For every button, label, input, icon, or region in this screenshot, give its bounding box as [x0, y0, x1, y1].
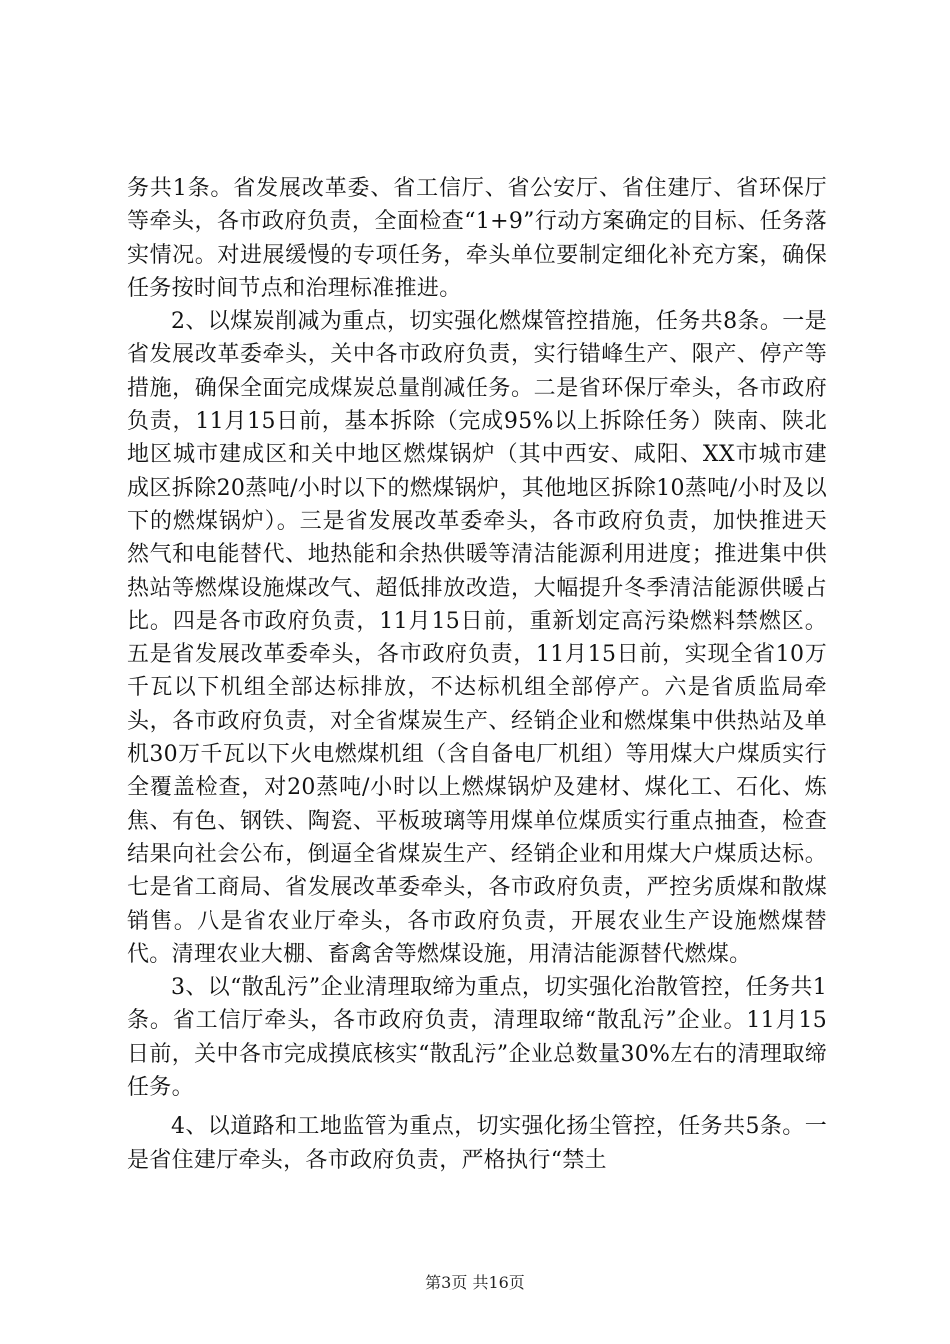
- document-body: [127, 172, 827, 1177]
- paragraph-scattered-enterprises: 3、以“散乱污”企业清理取缔为重点，切实强化治散管控，任务共1条。省工信厅牵头，各市政府负责，清理取缔“散乱污”企业。11月15日前，关中各市完成摸底核实“散乱污”企业总数量30%左右的清理取缔任务。: [127, 975, 827, 1101]
- paragraph-coal-reduction: 2、以煤炭削减为重点，切实强化燃煤管控措施，任务共8条。一是省发展改革委牵头，关中各市政府负责，实行错峰生产、限产、停产等措施，确保全面完成煤炭总量削减任务。二是省环保厅牵头，各市政府负责，11月15日前，基本拆除（完成95%以上拆除任务）陕南、陕北地区城市建成区和关中地区燃煤锅炉（其中西安、咸阳、XX市城市建成区拆除20蒸吨/小时以下的燃煤锅炉，其他地区拆除10蒸吨/小时及以下的燃煤锅炉）。三是省发展改革委牵头，各市政府负责，加快推进天然气和电能替代、地热能和余热供暖等清洁能源利用进度；推进集中供热站等燃煤设施煤改气、超低排放改造，大幅提升冬季清洁能源供暖占比。四是各市政府负责，11月15日前，重新划定高污染燃料禁燃区。五是省发展改革委牵头，各市政府负责，11月15日前，实现全省10万千瓦以下机组全部达标排放，不达标机组全部停产。六是省质监局牵头，各市政府负责，对全省煤炭生产、经销企业和燃煤集中供热站及单机30万千瓦以下火电燃煤机组（含自备电厂机组）等用煤大户煤质实行全覆盖检查，对20蒸吨/小时以上燃煤锅炉及建材、煤化工、石化、炼焦、有色、钢铁、陶瓷、平板玻璃等用煤单位煤质实行重点抽查，检查结果向社会公布，倒逼全省煤炭生产、经销企业和用煤大户煤质达标。七是省工商局、省发展改革委牵头，各市政府负责，严控劣质煤和散煤销售。八是省农业厅牵头，各市政府负责，开展农业生产设施燃煤替代。清理农业大棚、畜禽舍等燃煤设施，用清洁能源替代燃煤。: [127, 309, 827, 967]
- paragraph-dust-control: 4、以道路和工地监管为重点，切实强化扬尘管控，任务共5条。一是省住建厅牵头，各市政府负责，严格执行“禁土: [127, 1114, 827, 1173]
- paragraph-task-continuation: 务共1条。省发展改革委、省工信厅、省公安厅、省住建厅、省环保厅等牵头，各市政府负责，全面检查“1+9”行动方案确定的目标、任务落实情况。对进展缓慢的专项任务，牵头单位要制定细化补充方案，确保任务按时间节点和治理标准推进。: [127, 176, 827, 301]
- page-number-footer: 第3页 共16页: [425, 1273, 525, 1292]
